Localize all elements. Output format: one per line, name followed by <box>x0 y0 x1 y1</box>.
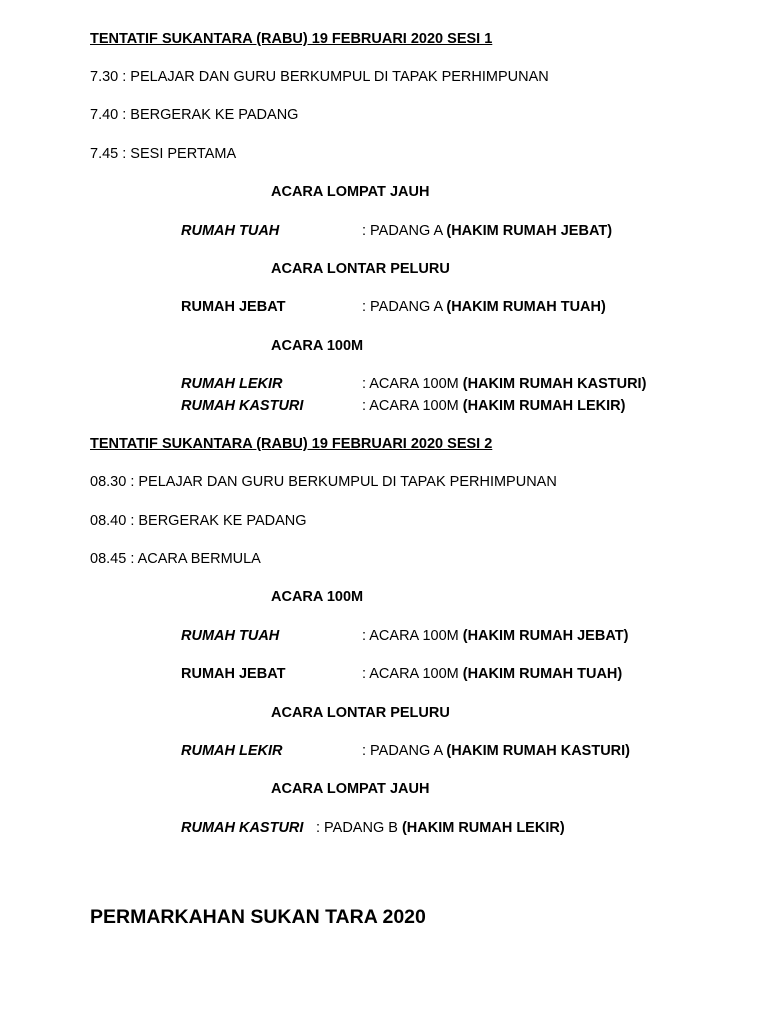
house-name: RUMAH JEBAT <box>181 666 286 682</box>
event-title: ACARA 100M <box>271 338 364 354</box>
venue: : PADANG A <box>362 223 443 239</box>
event-location <box>362 298 606 316</box>
house-name: RUMAH TUAH <box>181 223 280 239</box>
event-title: ACARA LONTAR PELURU <box>271 705 450 721</box>
venue: : ACARA 100M <box>362 398 459 414</box>
judge: (HAKIM RUMAH JEBAT) <box>462 628 629 644</box>
event-location <box>362 665 622 683</box>
scoring-title: PERMARKAHAN SUKAN TARA 2020 <box>90 906 426 928</box>
event-title: ACARA LOMPAT JAUH <box>271 781 430 797</box>
event-location <box>362 742 630 760</box>
event-title: ACARA 100M <box>271 589 364 605</box>
event-location <box>362 627 628 645</box>
venue: : ACARA 100M <box>362 376 459 392</box>
house-name: RUMAH TUAH <box>181 628 280 644</box>
event-location <box>362 222 612 240</box>
event-location <box>362 375 646 393</box>
judge: (HAKIM RUMAH KASTURI) <box>446 743 631 759</box>
venue: : PADANG A <box>362 299 443 315</box>
session-1-schedule-item: 7.30 : PELAJAR DAN GURU BERKUMPUL DI TAPAK PERHIMPUNAN <box>90 69 549 85</box>
judge: (HAKIM RUMAH LEKIR) <box>462 398 626 414</box>
session-2-schedule-item: 08.30 : PELAJAR DAN GURU BERKUMPUL DI TAPAK PERHIMPUNAN <box>90 474 557 490</box>
session-1-schedule-item: 7.40 : BERGERAK KE PADANG <box>90 107 299 123</box>
session-2-heading: TENTATIF SUKANTARA (RABU) 19 FEBRUARI 2020 SESI 2 <box>90 436 493 452</box>
session-2-schedule-item: 08.40 : BERGERAK KE PADANG <box>90 513 307 529</box>
session-1-schedule-item: 7.45 : SESI PERTAMA <box>90 146 237 162</box>
judge: (HAKIM RUMAH KASTURI) <box>462 376 647 392</box>
event-title: ACARA LONTAR PELURU <box>271 261 450 277</box>
judge: (HAKIM RUMAH LEKIR) <box>401 820 565 836</box>
house-name: RUMAH LEKIR <box>181 376 283 392</box>
venue: : ACARA 100M <box>362 628 459 644</box>
judge: (HAKIM RUMAH JEBAT) <box>446 223 613 239</box>
session-1-heading: TENTATIF SUKANTARA (RABU) 19 FEBRUARI 2020 SESI 1 <box>90 31 493 47</box>
event-location <box>362 397 625 415</box>
judge: (HAKIM RUMAH TUAH) <box>462 666 623 682</box>
house-name: RUMAH KASTURI <box>181 398 304 414</box>
venue: : ACARA 100M <box>362 666 459 682</box>
house-name: RUMAH KASTURI <box>181 820 304 836</box>
session-2-schedule-item: 08.45 : ACARA BERMULA <box>90 551 261 567</box>
venue: : PADANG A <box>362 743 443 759</box>
judge: (HAKIM RUMAH TUAH) <box>446 299 606 315</box>
house-name: RUMAH LEKIR <box>181 743 283 759</box>
venue: : PADANG B <box>316 820 398 836</box>
house-name: RUMAH JEBAT <box>181 299 286 315</box>
event-location <box>316 819 565 837</box>
event-title: ACARA LOMPAT JAUH <box>271 184 430 200</box>
